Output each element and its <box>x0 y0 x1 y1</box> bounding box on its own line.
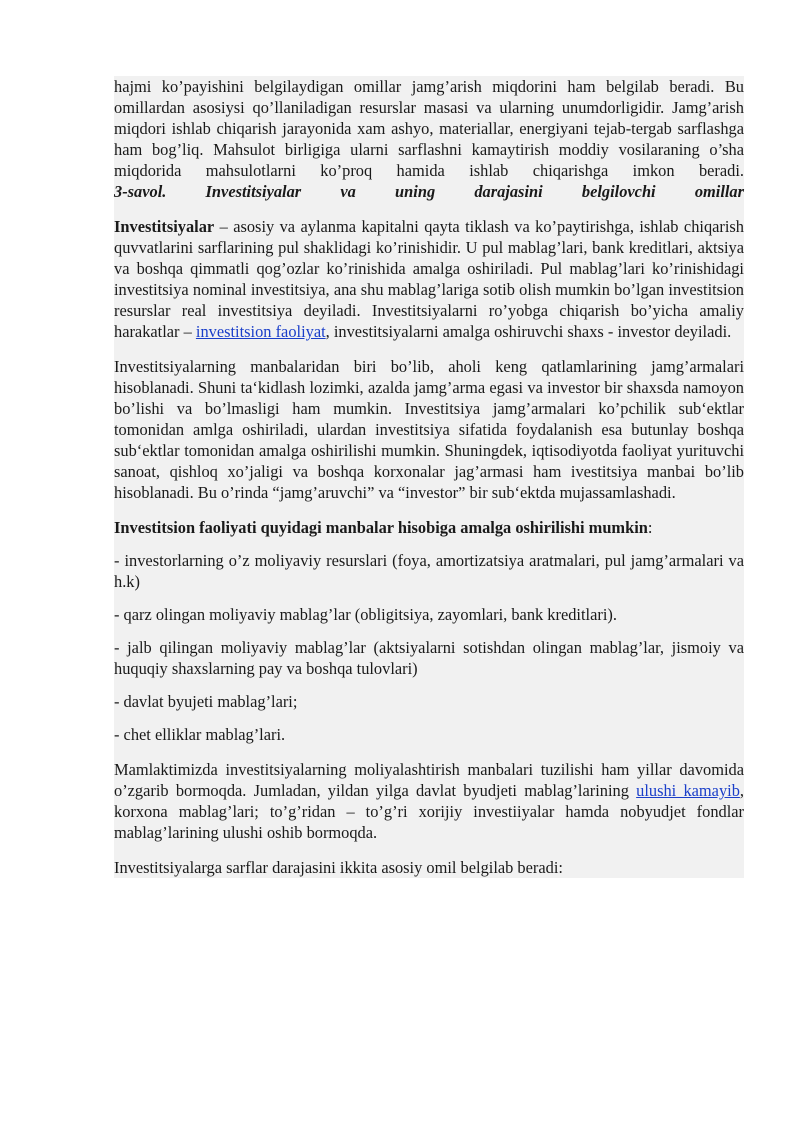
paragraph-text: hajmi ko’payishini belgilaydigan omillar jamg’arish miqdorini ham belgilab beradi. Bu omillardan asosiysi qo’llaniladigan resurslar masasi va ularning unumdorligidir. Jamg’arish miqdori ishlab chiqarish jarayonida xam ashyo, materiallar, energiyani tejab-tergab sarflashga ham bog’liq. Mahsulot birligiga ularni sarflashni kamaytirish moddiy vosilaraning o’sha miqdorida mahsulotlarni ko’proq hamida ishlab chiqarishga imkon beradi. <box>114 77 744 180</box>
list-item-borrowed-funds: - qarz olingan moliyaviy mablag’lar (obligitsiya, zayomlari, bank kreditlari). <box>114 605 617 624</box>
term-investitsiyalar: Investitsiyalar <box>114 217 215 236</box>
link-investitsion-faoliyat[interactable]: investitsion faoliyat <box>195 322 326 341</box>
list-item-foreign-funds: - chet elliklar mablag’lari. <box>114 725 286 744</box>
paragraph-text: , korxona mablag’lari; to’g’ridan – to’g’ri xorijiy investiiyalar hamda nobyudjet fondlar mablag’larining ulushi oshib bormoqda. <box>114 781 744 842</box>
paragraph-text: Investitsiyalarning manbalaridan biri bo’lib, aholi keng qatlamlarining jamg’armalari hisoblanadi. Shuni ta‘kidlash lozimki, azalda jamg’arma egasi va investor bir shaxsda namoyon bo’lishi va bo’lmasligi ham mumkin. Investitsiya jamg’armalari ko’pchilik sub‘ektlar tomonidan amlga oshiriladi, ulardan investitsiya sifatida foydalanish esa butunlay boshqa sub‘ektlar tomonidan amalga oshirilishi mumkin. Shuningdek, iqtisodiyotda faoliyat yurituvchi sanoat, qishloq xo’jaligi va boshqa korxonalar jag’armasi ham ivestitsiya manbai bo’lib hisoblanadi. Bu o’rinda “jamg’aruvchi” va “investor” bir sub‘ektda mujassamlashadi. <box>114 357 744 502</box>
section-heading-3: 3-savol. Investitsiyalar va uning darajasini belgilovchi omillar <box>114 182 744 201</box>
paragraph-text: – asosiy va aylanma kapitalni qayta tiklash va ko’paytirishga, ishlab chiqarish quvvatlarini sarflarining pul shaklidagi ko’rinishidir. U pul mablag’lari, bank kreditlari, aktsiya va boshqa qimmatli qog’ozlar ko’rinishida amalga oshiriladi. Pul mablag’lari ko’rinishidagi investitsiya nominal investitsiya, ana shu mablag’lariga sotib olish mumkin bo’lgan investitsion resurslar real investitsiya deyiladi. Investitsiyalarni ro’yobga chiqarish bo’yicha amaliy harakatlar – <box>114 217 744 341</box>
list-item-attracted-funds: - jalb qilingan moliyaviy mablag’lar (aktsiyalarni sotishdan olingan mablag’lar, jismoiy va huquqiy shaxslarning pay va boshqa tulovlari) <box>114 638 744 678</box>
sources-heading-colon: : <box>647 518 653 537</box>
paragraph-text: Mamlaktimizda investitsiyalarning moliyalashtirish manbalari tuzilishi ham yillar davomida o’zgarib bormoqda. Jumladan, yildan yilga davlat byudjeti mablag’larining <box>114 760 744 800</box>
list-item-state-budget: - davlat byujeti mablag’lari; <box>114 692 298 711</box>
list-item-own-resources: - investorlarning o’z moliyaviy resurslari (foya, amortizatsiya aratmalari, pul jamg’armalari va h.k) <box>114 551 744 591</box>
sources-heading <box>114 517 744 538</box>
paragraph-omil <box>114 857 744 878</box>
sources-heading-bold: Investitsion faoliyati quyidagi manbalar hisobiga amalga oshirilishi mumkin <box>114 518 648 537</box>
paragraph-text: Investitsiyalarga sarflar darajasini ikkita asosiy omil belgilab beradi: <box>114 858 563 877</box>
paragraph-manbalar <box>114 356 744 503</box>
document-body <box>114 76 744 878</box>
paragraph-text: , investitsiyalarni amalga oshiruvchi shaxs - investor deyiladi. <box>325 322 732 341</box>
link-ulushi-kamayib[interactable]: ulushi kamayib <box>636 781 740 800</box>
paragraph-investitsiyalar <box>114 216 744 342</box>
paragraph-omillar <box>114 76 744 181</box>
paragraph-moliyalashtirish <box>114 759 744 843</box>
